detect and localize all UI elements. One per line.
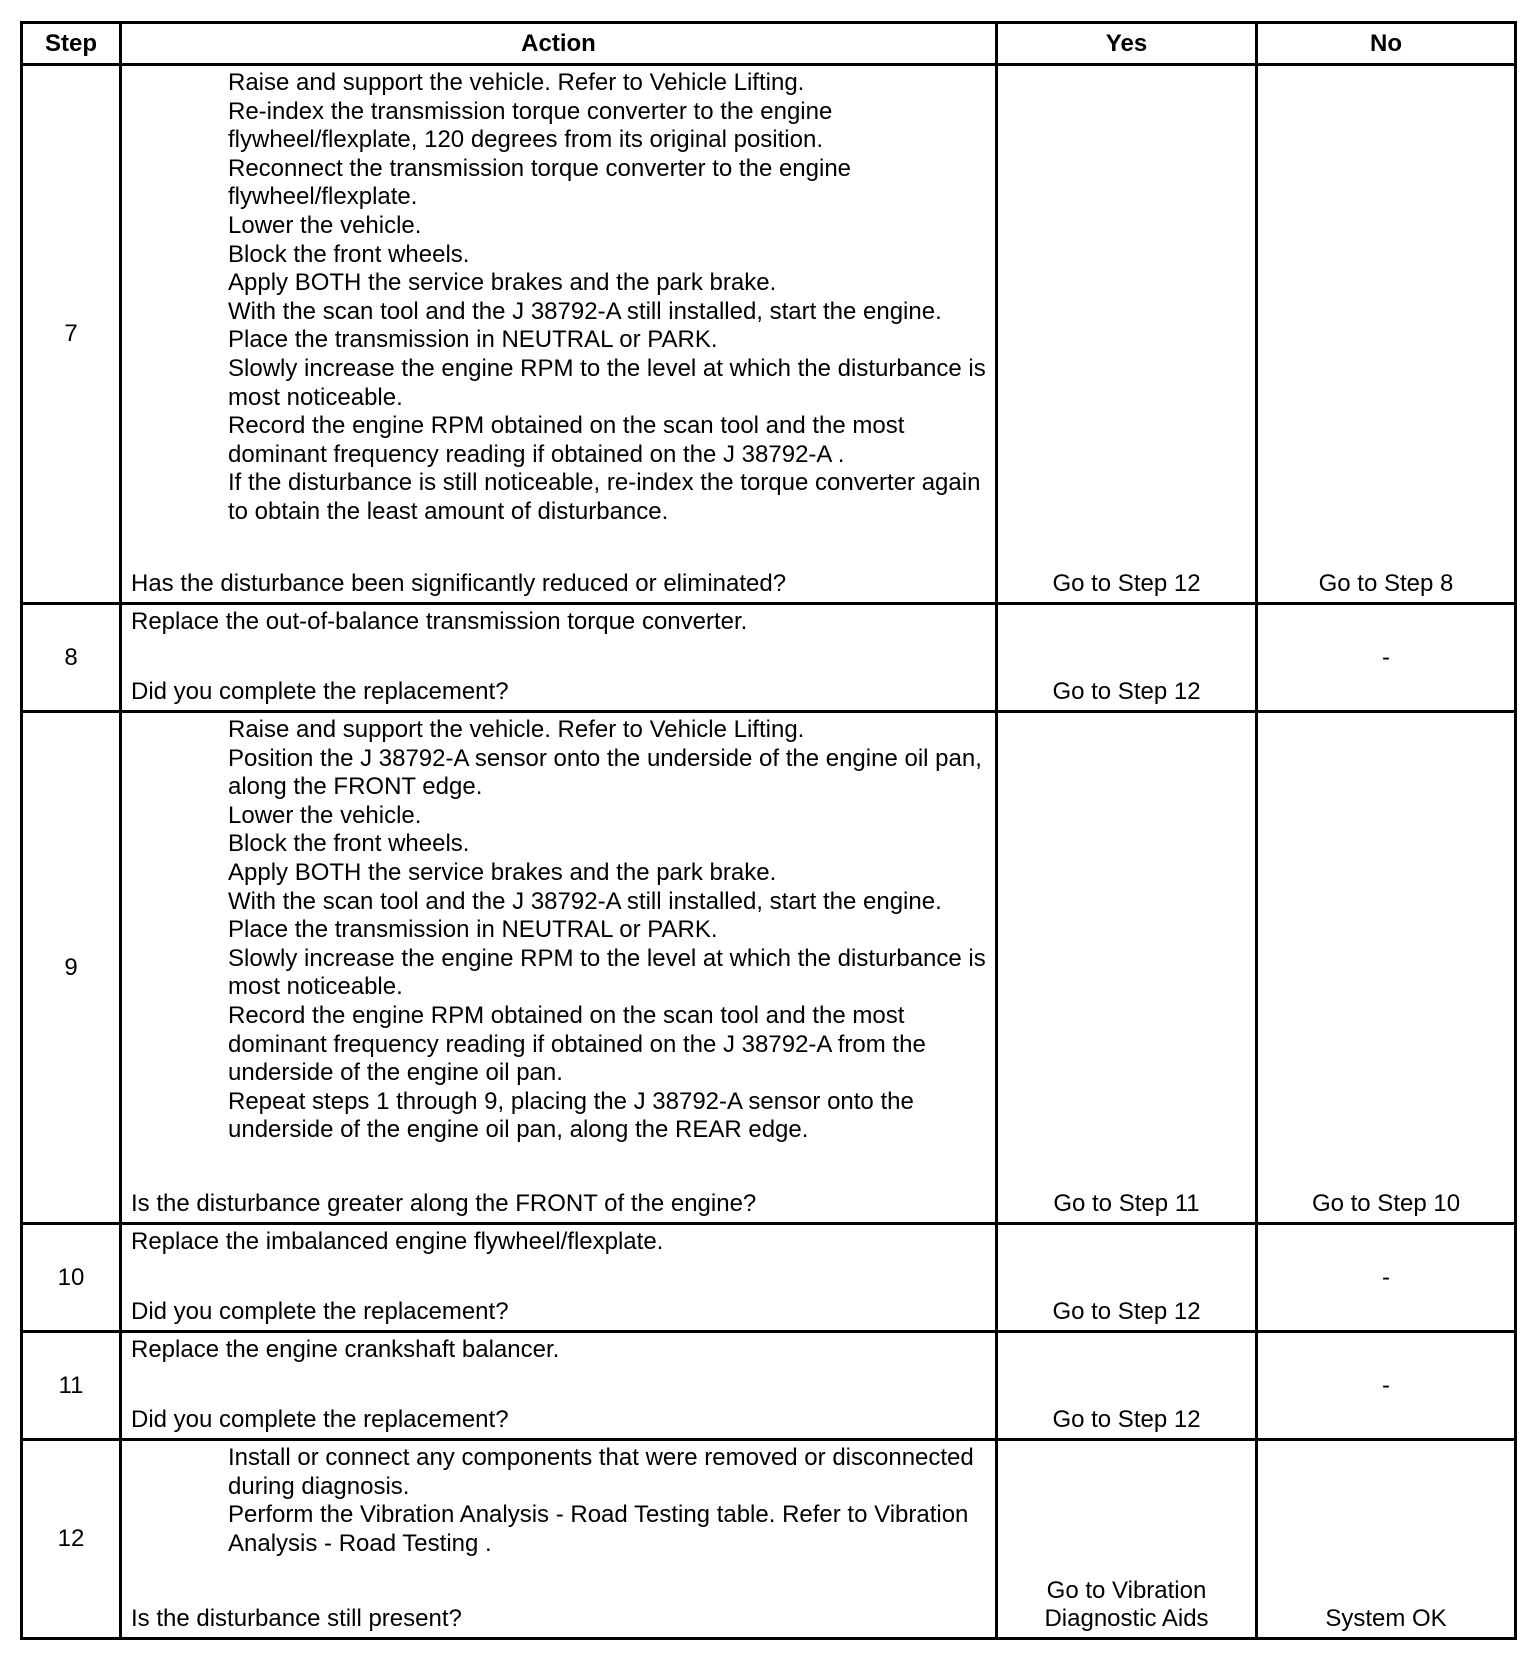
action-cell <box>121 1224 997 1332</box>
action-line: Install or connect any components that were removed or disconnected during diagnosis. <box>228 1444 974 1500</box>
action-line: Place the transmission in NEUTRAL or PARK. <box>228 916 718 944</box>
action-cell <box>121 712 997 1224</box>
action-line: Slowly increase the engine RPM to the level at which the disturbance is most noticeable. <box>228 944 986 1001</box>
step-number: 12 <box>22 1440 121 1639</box>
action-question: Did you complete the replacement? <box>131 1406 509 1433</box>
action-line: Perform the Vibration Analysis - Road Testing table. Refer to Vibration Analysis - Road Testing . <box>228 1501 969 1557</box>
yes-cell: Go to Step 12 <box>997 604 1257 712</box>
action-question: Did you complete the replacement? <box>131 678 509 705</box>
action-line: Block the front wheels. <box>228 240 470 268</box>
action-line: Replace the imbalanced engine flywheel/flexplate. <box>131 1228 664 1255</box>
table-row <box>22 1224 1516 1332</box>
yes-cell: Go to Step 12 <box>997 1332 1257 1440</box>
header-action: Action <box>121 23 997 65</box>
action-cell <box>121 65 997 604</box>
action-line: With the scan tool and the J 38792-A still installed, start the engine. <box>228 887 942 915</box>
action-line: Apply BOTH the service brakes and the park brake. <box>228 858 777 886</box>
action-list <box>128 69 989 527</box>
no-cell: - <box>1257 604 1516 712</box>
header-row <box>22 23 1516 65</box>
action-question: Did you complete the replacement? <box>131 1298 509 1325</box>
no-cell: - <box>1257 1224 1516 1332</box>
action-line: Apply BOTH the service brakes and the park brake. <box>228 269 777 297</box>
action-list <box>128 1444 989 1558</box>
action-line: Replace the engine crankshaft balancer. <box>131 1336 560 1363</box>
action-line: Reconnect the transmission torque converter to the engine flywheel/flexplate. <box>228 154 852 211</box>
header-no: No <box>1257 23 1516 65</box>
action-line: Repeat steps 1 through 9, placing the J 38792-A sensor onto the underside of the engine oil pan, along the REAR edge. <box>228 1087 914 1144</box>
diagnostic-table <box>20 21 1517 1640</box>
action-question: Is the disturbance still present? <box>131 1605 462 1632</box>
action-cell <box>121 1332 997 1440</box>
action-line: Replace the out-of-balance transmission torque converter. <box>131 608 748 635</box>
table-row <box>22 65 1516 604</box>
yes-cell: Go to Step 11 <box>997 712 1257 1224</box>
action-line: Lower the vehicle. <box>228 211 422 239</box>
step-number: 7 <box>22 65 121 604</box>
action-line: If the disturbance is still noticeable, re-index the torque converter again to obtain the least amount of disturbance. <box>228 469 981 525</box>
table-row <box>22 604 1516 712</box>
step-number: 9 <box>22 712 121 1224</box>
action-line: Place the transmission in NEUTRAL or PARK. <box>228 326 718 354</box>
no-cell: System OK <box>1257 1440 1516 1639</box>
action-line: Re-index the transmission torque converter to the engine flywheel/flexplate, 120 degrees from its original position. <box>228 97 833 154</box>
action-line: Block the front wheels. <box>228 830 470 858</box>
header-yes: Yes <box>997 23 1257 65</box>
action-line: Raise and support the vehicle. Refer to Vehicle Lifting. <box>228 69 805 96</box>
action-question: Is the disturbance greater along the FRONT of the engine? <box>131 1190 757 1217</box>
action-line: Record the engine RPM obtained on the scan tool and the most dominant frequency reading if obtained on the J 38792-A from the underside of the engine oil pan. <box>228 1001 926 1087</box>
action-line: Record the engine RPM obtained on the scan tool and the most dominant frequency reading if obtained on the J 38792-A . <box>228 412 905 468</box>
action-line: Slowly increase the engine RPM to the level at which the disturbance is most noticeable. <box>228 354 986 411</box>
action-cell <box>121 604 997 712</box>
action-line: Raise and support the vehicle. Refer to Vehicle Lifting. <box>228 716 805 743</box>
action-line: Lower the vehicle. <box>228 801 422 829</box>
action-line: With the scan tool and the J 38792-A still installed, start the engine. <box>228 297 942 325</box>
no-cell: Go to Step 8 <box>1257 65 1516 604</box>
step-number: 11 <box>22 1332 121 1440</box>
header-step: Step <box>22 23 121 65</box>
yes-cell: Go to Step 12 <box>997 65 1257 604</box>
action-list <box>128 716 989 1145</box>
step-number: 8 <box>22 604 121 712</box>
table-row <box>22 1332 1516 1440</box>
action-line: Position the J 38792-A sensor onto the underside of the engine oil pan, along the FRONT edge. <box>228 744 982 801</box>
action-question: Has the disturbance been significantly reduced or eliminated? <box>131 570 787 597</box>
table-row <box>22 712 1516 1224</box>
yes-cell: Go to Vibration Diagnostic Aids <box>997 1440 1257 1639</box>
no-cell: - <box>1257 1332 1516 1440</box>
step-number: 10 <box>22 1224 121 1332</box>
no-cell: Go to Step 10 <box>1257 712 1516 1224</box>
table-row <box>22 1440 1516 1639</box>
action-cell <box>121 1440 997 1639</box>
yes-cell: Go to Step 12 <box>997 1224 1257 1332</box>
